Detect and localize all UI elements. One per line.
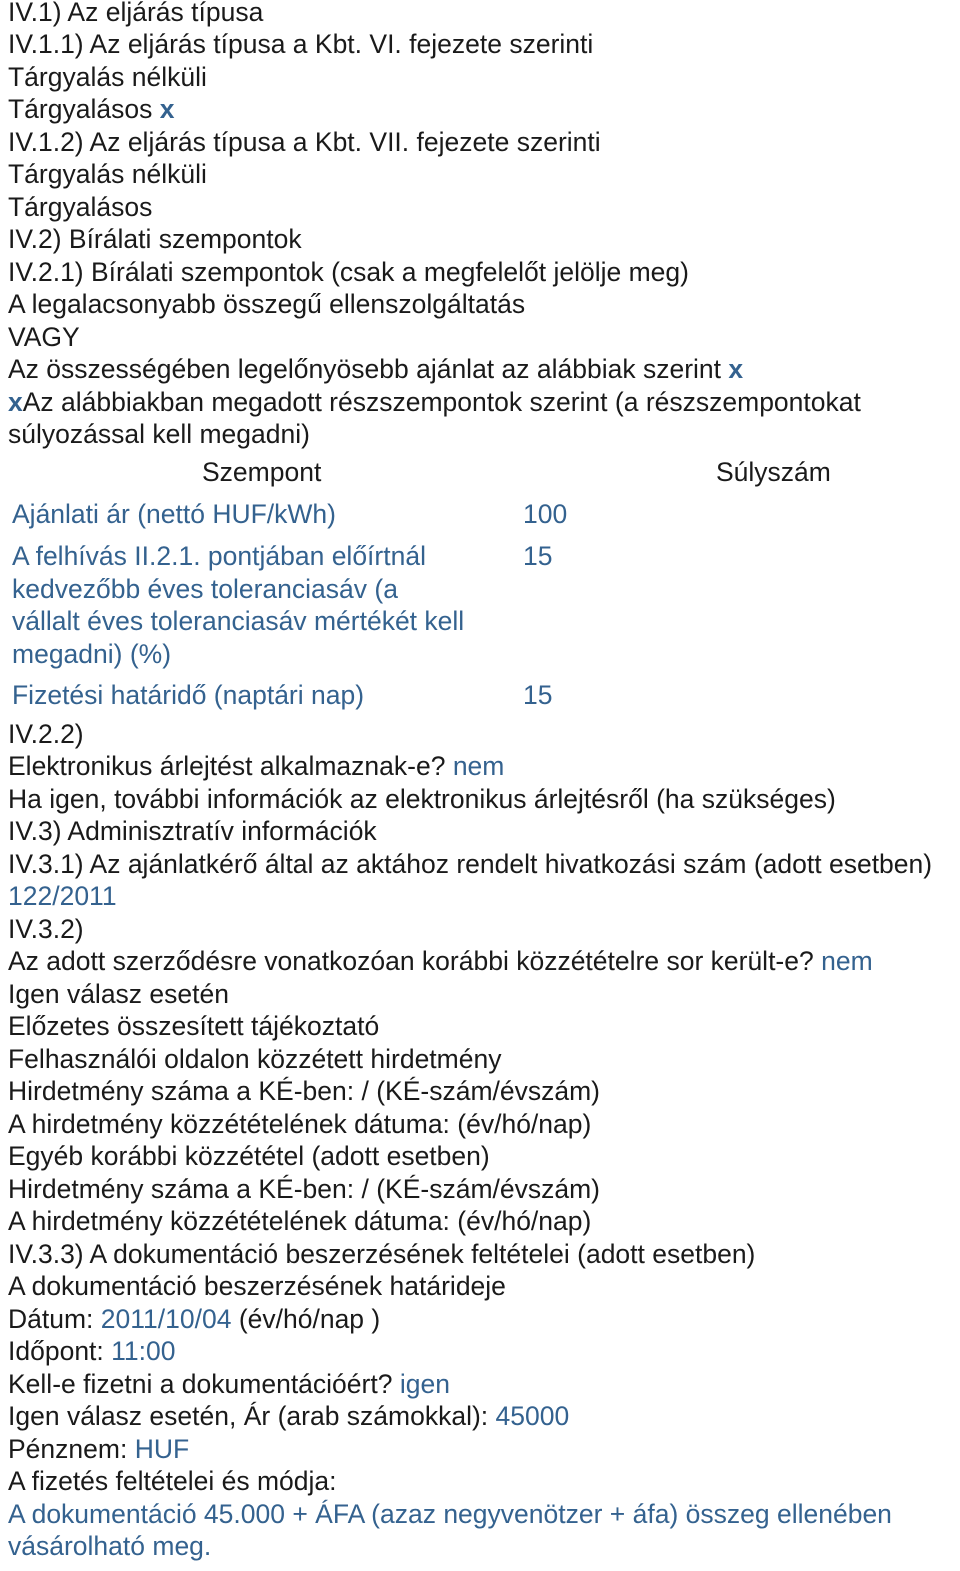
heading-iv21: IV.2.1) Bírálati szempontok (csak a megfelelőt jelölje meg) xyxy=(8,257,689,287)
doc-date-value: 2011/10/04 xyxy=(100,1304,232,1334)
notice-number-2: Hirdetmény száma a KÉ-ben: / (KÉ-szám/évszám) xyxy=(8,1174,601,1204)
payment-terms-label: A fizetés feltételei és módja: xyxy=(8,1466,337,1496)
yes-case-label: Igen válasz esetén xyxy=(8,979,229,1009)
buyer-profile-label: Felhasználói oldalon közzétett hirdetmény xyxy=(8,1044,502,1074)
criterion-line: Fizetési határidő (naptári nap) xyxy=(12,680,365,710)
doc-payment-question: Kell-e fizetni a dokumentációért? igen xyxy=(8,1369,450,1399)
prev-publication-question: Az adott szerződésre vonatkozóan korábbi közzétételre sor került-e? nem xyxy=(8,946,873,976)
doc-price-value: 45000 xyxy=(495,1401,570,1431)
col-header-weight: Súlyszám xyxy=(716,457,831,487)
option-subcriteria: xAz alábbiakban megadott részszempontok szerint (a részszempontokat xyxy=(8,387,861,417)
weight-cell: 100 xyxy=(523,499,568,529)
option-lowest-price: A legalacsonyabb összegű ellenszolgáltatás xyxy=(8,289,526,319)
option-targyalas-nelkuli-2: Tárgyalás nélküli xyxy=(8,159,207,189)
heading-iv32: IV.3.2) xyxy=(8,914,84,944)
col-header-criterion: Szempont xyxy=(202,457,322,487)
selected-mark: x xyxy=(728,354,744,384)
criterion-line: megadni) (%) xyxy=(12,638,172,669)
criterion-cell xyxy=(12,498,502,531)
reference-number: 122/2011 xyxy=(8,881,117,911)
payment-terms-value: A dokumentáció 45.000 + ÁFA (azaz negyvenötzer + áfa) összeg ellenében xyxy=(8,1499,892,1529)
e-auction-answer: nem xyxy=(452,751,505,781)
e-auction-question: Elektronikus árlejtést alkalmaznak-e? nem xyxy=(8,751,505,781)
option-targyalasos-1: Tárgyalásos x xyxy=(8,94,175,124)
criterion-line: Ajánlati ár (nettó HUF/kWh) xyxy=(12,499,336,529)
e-auction-info: Ha igen, további információk az elektronikus árlejtésről (ha szükséges) xyxy=(8,784,836,814)
currency-line: Pénznem: HUF xyxy=(8,1434,190,1464)
doc-price-line: Igen válasz esetén, Ár (arab számokkal): 45000 xyxy=(8,1401,570,1431)
payment-terms-value-cont: vásárolható meg. xyxy=(8,1531,212,1561)
heading-iv1: IV.1) Az eljárás típusa xyxy=(8,0,264,27)
option-subcriteria-cont: súlyozással kell megadni) xyxy=(8,419,310,449)
notice-date-2: A hirdetmény közzétételének dátuma: (év/hó/nap) xyxy=(8,1206,592,1236)
heading-iv33: IV.3.3) A dokumentáció beszerzésének feltételei (adott esetben) xyxy=(8,1239,756,1269)
heading-iv2: IV.2) Bírálati szempontok xyxy=(8,224,302,254)
heading-iv22: IV.2.2) xyxy=(8,719,84,749)
heading-iv3: IV.3) Adminisztratív információk xyxy=(8,816,377,846)
other-publication-label: Egyéb korábbi közzététel (adott esetben) xyxy=(8,1141,490,1171)
currency-value: HUF xyxy=(134,1434,190,1464)
option-best-value: Az összességében legelőnyösebb ajánlat az alábbiak szerint x xyxy=(8,354,744,384)
doc-payment-answer: igen xyxy=(399,1369,450,1399)
criterion-line: kedvezőbb éves toleranciasáv (a xyxy=(12,573,398,604)
doc-date-line: Dátum: 2011/10/04 (év/hó/nap ) xyxy=(8,1304,381,1334)
vagy-label: VAGY xyxy=(8,322,80,352)
prior-info-label: Előzetes összesített tájékoztató xyxy=(8,1011,380,1041)
option-targyalas-nelkuli-1: Tárgyalás nélküli xyxy=(8,62,207,92)
selected-mark: x xyxy=(159,94,175,124)
heading-iv12: IV.1.2) Az eljárás típusa a Kbt. VII. fejezete szerinti xyxy=(8,127,601,157)
doc-deadline-label: A dokumentáció beszerzésének határideje xyxy=(8,1271,506,1301)
selected-mark: x xyxy=(8,387,23,417)
option-targyalasos-2: Tárgyalásos xyxy=(8,192,153,222)
notice-date-1: A hirdetmény közzétételének dátuma: (év/hó/nap) xyxy=(8,1109,592,1139)
heading-iv11: IV.1.1) Az eljárás típusa a Kbt. VI. fejezete szerinti xyxy=(8,29,594,59)
heading-iv31: IV.3.1) Az ajánlatkérő által az aktához rendelt hivatkozási szám (adott esetben) xyxy=(8,849,933,879)
weight-cell: 15 xyxy=(523,541,553,571)
doc-time-value: 11:00 xyxy=(111,1336,176,1366)
criterion-cell xyxy=(12,679,502,712)
notice-number-1: Hirdetmény száma a KÉ-ben: / (KÉ-szám/évszám) xyxy=(8,1076,601,1106)
doc-time-line: Időpont: 11:00 xyxy=(8,1336,176,1366)
criterion-cell xyxy=(12,540,502,670)
criterion-line: A felhívás II.2.1. pontjában előírtnál xyxy=(12,541,426,571)
weight-cell: 15 xyxy=(523,680,553,710)
criterion-line: vállalt éves toleranciasáv mértékét kell xyxy=(12,606,465,637)
prev-publication-answer: nem xyxy=(821,946,873,976)
